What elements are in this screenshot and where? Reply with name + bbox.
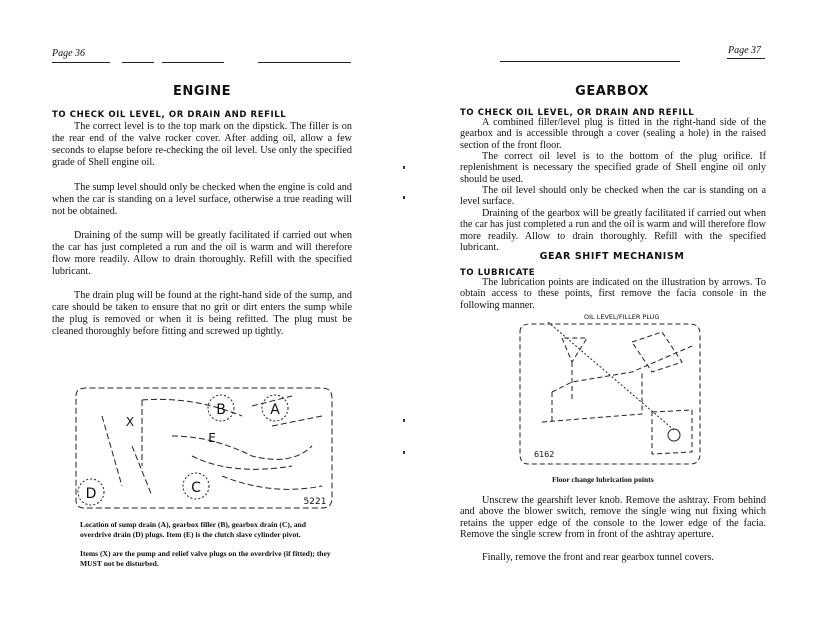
header-rule (52, 62, 110, 63)
figure-number: 6162 (534, 450, 555, 459)
header-rule (500, 61, 680, 62)
subheading: TO CHECK OIL LEVEL, OR DRAIN AND REFILL (460, 108, 695, 118)
label-c: C (191, 480, 201, 496)
figure-caption-note: Items (X) are the pump and relief valve plugs on the overdrive (if fitted); they MUST not be disturbed. (80, 549, 331, 568)
paragraph: Finally, remove the front and rear gearbox tunnel covers. (482, 552, 714, 563)
header-rule (162, 62, 224, 63)
paragraph: The oil level should only be checked when the car is standing on a level surface. (460, 185, 766, 208)
gear-shift-lubrication-illustration (512, 322, 704, 468)
engine-drain-plugs-illustration (72, 386, 336, 514)
paragraph: A combined filler/level plug is fitted in the right-hand side of the gearbox and is accessible through a cover (sealing a hole) in the raised section of the front floor. (460, 117, 766, 151)
label-x: X (125, 415, 135, 429)
scan-mark (403, 451, 405, 454)
section-title-gear-shift: GEAR SHIFT MECHANISM (539, 251, 685, 262)
figure-number: 5221 (303, 497, 327, 507)
page-title-engine: ENGINE (172, 84, 232, 99)
figure-caption: Floor change lubrication points (552, 475, 654, 484)
paragraph: The correct oil level is to the bottom of the plug orifice. If replenishment is necessary the specified grade of Shell engine oil only should be used. (460, 151, 766, 185)
page-title-gearbox: GEARBOX (575, 84, 649, 99)
paragraph: Draining of the sump will be greatly facilitated if carried out when the car has just completed a run and the oil is warm and will therefore flow more readily. Allow to drain thoroughly. Refill with the specified lubricant. (52, 230, 352, 277)
figure-caption: Location of sump drain (A), gearbox filler (B), gearbox drain (C), and overdrive drain (D) plugs. Item (E) is the clutch slave cylinder pivot. (80, 520, 306, 539)
paragraph: Draining of the gearbox will be greatly facilitated if carried out when the car has just completed a run and the oil is warm and will therefore flow more readily. Allow to drain thoroughly. Refill with the specified lubricant. (460, 208, 766, 254)
scan-mark (403, 166, 405, 169)
paragraph: The correct level is to the top mark on the dipstick. The filler is on the rear end of the valve rocker cover. After adding oil, allow a few seconds to elapse before re-checking the oil level. Use only the specified grade of Shell engine oil. (52, 121, 352, 168)
subheading: TO CHECK OIL LEVEL, OR DRAIN AND REFILL (52, 110, 287, 120)
label-e: E (208, 431, 216, 445)
label-d: D (85, 486, 97, 502)
header-rule (122, 62, 154, 63)
label-b: B (216, 402, 226, 418)
figure-callout: OIL LEVEL/FILLER PLUG (584, 313, 660, 321)
paragraph: The drain plug will be found at the right-hand side of the sump, and care should be taken to ensure that no grit or dirt enters the sump while the plug is removed or when it is being refitted. The plug must be cleaned thoroughly before fitting and screwed up tightly. (52, 290, 352, 337)
page-number-left: Page 36 (52, 48, 86, 59)
paragraph: The sump level should only be checked when the engine is cold and when the car is standing on a level surface, otherwise a true reading will not be obtained. (52, 182, 352, 217)
subheading-lubricate: TO LUBRICATE (460, 268, 536, 278)
paragraph: Unscrew the gearshift lever knob. Remove the ashtray. From behind and above the blower switch, remove the single wing nut fixing which retains the upper edge of the console to the lower edge of the facia. Remove the single screw from in front of the ashtray aperture. (460, 495, 766, 541)
page-number-right: Page 37 (728, 45, 762, 56)
scan-mark (403, 419, 405, 422)
label-a: A (270, 402, 280, 418)
paragraph: The lubrication points are indicated on the illustration by arrows. To obtain access to these points, first remove the facia console in the following manner. (460, 277, 766, 311)
header-rule (727, 58, 765, 59)
scan-mark (403, 196, 405, 199)
header-rule (258, 62, 351, 63)
